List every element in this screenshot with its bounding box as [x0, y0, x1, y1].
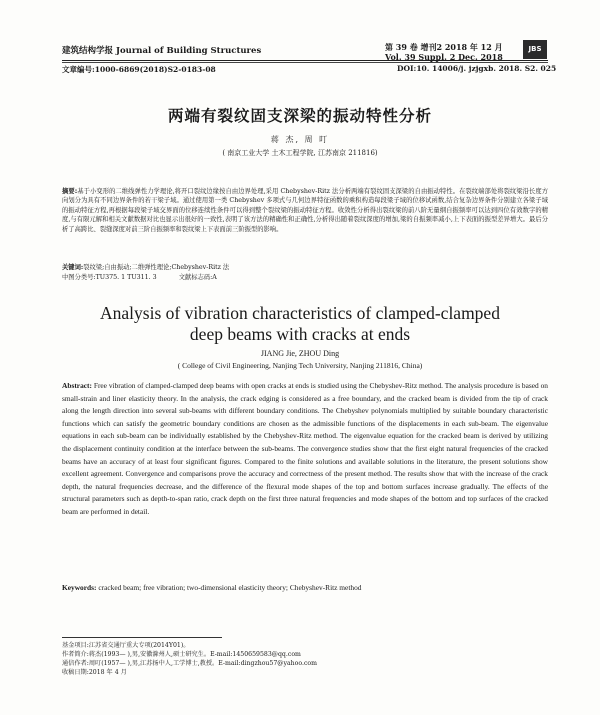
- affiliation-english: ( College of Civil Engineering, Nanjing Tech University, Nanjing 211816, China): [177, 361, 423, 370]
- abstract-chinese-label: 摘要:: [62, 188, 78, 195]
- title-english: [0, 303, 600, 345]
- document-code: 文献标志码:A: [178, 274, 217, 281]
- keywords-chinese-text: 裂纹梁;自由振动;二维弹性理论;Chebyshev-Ritz 法: [83, 264, 230, 271]
- footnote-author: 作者简介:蒋杰(1993— ),男,安徽滁州人,硕士研究生。E-mail:1450659583@qq.com: [62, 650, 301, 658]
- keywords-english-label: Keywords:: [62, 583, 97, 592]
- abstract-english: [62, 380, 548, 519]
- footnote-funding: 基金项目:江苏省交通厅重大专项(2014Y01)。: [62, 642, 190, 649]
- keywords-english-text: cracked beam; free vibration; two-dimensional elasticity theory; Chebyshev-Ritz method: [98, 583, 362, 592]
- authors-chinese: 蒋 杰, 周 叮: [270, 135, 330, 144]
- abstract-english-label: Abstract:: [62, 381, 92, 390]
- title-english-line1: Analysis of vibration characteristics of clamped-clamped: [100, 303, 500, 323]
- footnote-received: 收稿日期:2018 年 4 月: [62, 668, 127, 676]
- keywords-chinese-label: 关键词:: [62, 264, 84, 271]
- journal-logo: JBS: [523, 40, 547, 59]
- affiliation-chinese: ( 南京工业大学 土木工程学院, 江苏南京 211816): [222, 149, 378, 157]
- footnote-corresponding: 通信作者:周叮(1957— ),男,江苏扬中人,工学博士,教授。E-mail:dingzhou57@yahoo.com: [62, 659, 318, 667]
- article-number: 文章编号:1000-6869(2018)S2-0183-08: [62, 65, 216, 74]
- doi: DOI:10. 14006/j. jzjgxb. 2018. S2. 025: [397, 64, 557, 73]
- footnote-rule: [62, 637, 222, 638]
- header-rule-thin: [62, 62, 548, 63]
- issue-info-en: Vol. 39 Suppl. 2 Dec. 2018: [385, 52, 503, 62]
- footnotes: [62, 642, 548, 678]
- issue-info-cn: 第 39 卷 增刊2 2018 年 12 月: [385, 42, 503, 52]
- abstract-chinese-text: 基于小变形的二维线弹性力学理论,将开口裂纹边缘按自由边界处理,采用 Chebyshev-Ritz 法分析两端有裂纹固支深梁的自由振动特性。在裂纹端部处将裂纹梁沿长度方向划分为具有不同边界条件的若干梁子域。通过使用第一类 Chebyshev 多项式与几何边界特征函数的乘积构造每段梁子域的位移试函数,结合复杂边界条件分别建立各梁子域的振动特征方程,再根据每段梁子域交界面的位移连续性条件可以得到整个裂纹梁的振动特征方程。收敛性分析得出裂纹梁的前八阶无量纲自振频率可以达到四位有效数字的精度,与有限元解和相关文献数据对比也显示出很好的一致性,表明了该方法的精确性和正确性,分析得出随着裂纹深度的增加,梁的自振频率减小,上下表面的振型差异增大。最后分析了高跨比、裂缝深度对前三阶自振频率和裂纹梁上下表面前三阶振型的影响。: [62, 188, 548, 233]
- keywords-english: [62, 583, 548, 593]
- clc-number: 中图分类号:TU375. 1 TU311. 3: [62, 274, 157, 281]
- authors-english: JIANG Jie, ZHOU Ding: [260, 349, 340, 358]
- abstract-chinese: [62, 187, 548, 234]
- journal-name: 建筑结构学报 Journal of Building Structures: [62, 46, 262, 56]
- header-rule: [62, 60, 548, 61]
- keywords-chinese: [62, 263, 548, 272]
- classification: [62, 273, 548, 282]
- abstract-english-text: Free vibration of clamped-clamped deep beams with open cracks at ends is studied using the Chebyshev-Ritz method. The analysis procedure is based on small-strain and liner elasticity theory. In the analysis, the crack edging is considered as a free boundary, and the cracked beam is divided from the tip of crack along the length direction into several sub-beams with different boundary conditions. The Chebyshev polynomials multiplied by suitable boundary characteristic functions which can satisfy the geometric boundary conditions are chosen as the admissible functions of the displacements in each sub-beam. The eigenvalue equations in each sub-beam can be individually established by the Chebyshev-Ritz method. The eigenvalue equation for the cracked beam is derived by utilizing the displacement continuity condition at the interface between the sub-beams. The convergence studies show that the first eight natural frequencies of the cracked beams have an accuracy of at least four significant figures. Compared to the finite solutions and available solutions in the literature, the present solutions show excellent agreement. Convergence and comparisons prove the accuracy and correctness of the present method. The results show that with the increase of the crack depth, the natural frequencies decrease, and the difference of the flexural mode shapes of the top and bottom surfaces increase gradually. The effects of the structural parameters such as depth-to-span ratio, crack depth on the first three natural frequencies and mode shapes of the bottom and top surfaces of the cracked beam are performed in detail.: [62, 381, 548, 516]
- title-chinese: 两端有裂纹固支深梁的振动特性分析: [167, 107, 432, 125]
- issue-info: [385, 42, 503, 62]
- title-english-line2: deep beams with cracks at ends: [189, 324, 411, 344]
